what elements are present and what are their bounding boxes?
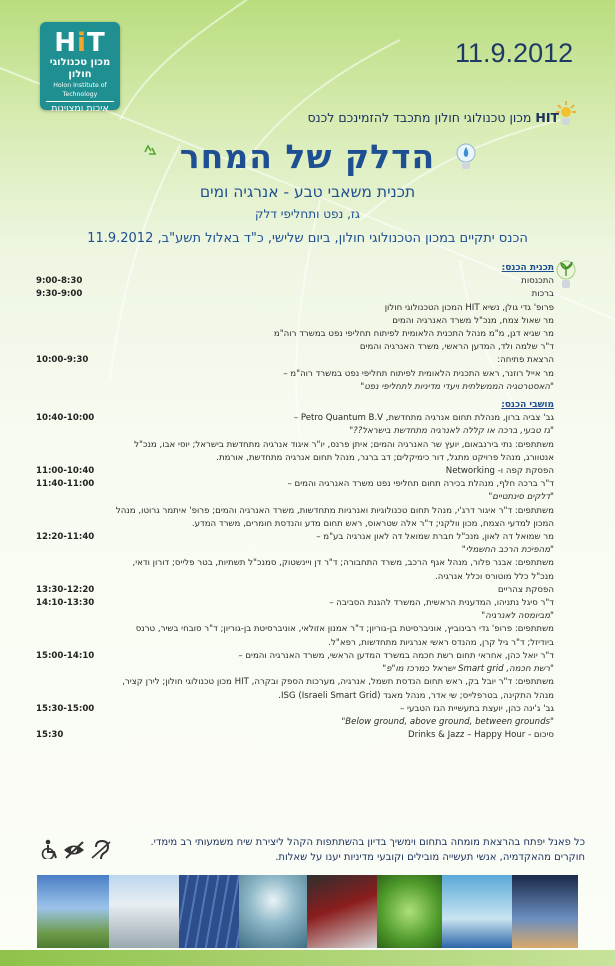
- photo-power-lines: [442, 875, 512, 948]
- schedule-line: פרופ' גדי גולן, נשיא HIT המכון הטכנולוגי חולון: [384, 302, 554, 313]
- schedule-content: [114, 597, 554, 650]
- schedule-time: 15:00-14:10: [36, 650, 95, 661]
- schedule-line: "גז טבעי, ברכה או קללה לאנרגיה מתחדשת בישראל??": [349, 426, 554, 437]
- bottom-stripe: [0, 950, 615, 966]
- event-subsubtitle: גז, נפט ותחליפי דלק: [255, 207, 360, 221]
- header: [0, 0, 615, 112]
- schedule-time: 9:00-8:30: [36, 276, 83, 287]
- event-subtitle: תכנית משאבי טבע - אנרגיה ומים: [199, 183, 416, 201]
- schedule-content: [114, 650, 554, 703]
- schedule-line: הרצאת פתיחה:: [497, 355, 554, 366]
- schedule-row: [36, 302, 554, 355]
- schedule-row: [36, 478, 554, 531]
- schedule-line: משתתפים: אבנר פלור, מנהל אגף הרכב, משרד התחבורה; ד"ר דן ויינשטוק, סמנכ"ל תשתיות, בטר פלייס; דורון ודאי, מנכ"ל כלל מוטורס וכלל אנרגיה.: [132, 558, 554, 582]
- schedule-row: [36, 354, 554, 394]
- schedule-time: 11:00-10:40: [36, 466, 95, 477]
- photo-plant: [377, 875, 442, 948]
- photo-water-hand: [239, 875, 307, 948]
- photo-strip: [37, 875, 578, 948]
- intro-text: מכון טכנולוגי חולון מתכבד להזמינכם לכנס: [307, 110, 536, 125]
- schedule-row: [36, 729, 554, 742]
- schedule-time: 13:30-12:20: [36, 584, 95, 595]
- schedule-line: מר שמואל דה לאון, מנכ"ל חברת שמואל דה לאון אנרגיה בע"מ –: [316, 532, 554, 543]
- plan-section-title: תכנית הכנס:: [501, 263, 554, 273]
- schedule-time: 15:30: [36, 730, 64, 741]
- schedule-row: [36, 597, 554, 650]
- lightbulb-plant-icon: [555, 258, 577, 294]
- schedule-row: [36, 412, 554, 465]
- schedule-row: [36, 275, 554, 288]
- schedule-row: [36, 584, 554, 597]
- event-title: הדלק של המחר: [179, 137, 436, 176]
- schedule-row: [36, 650, 554, 703]
- photo-solar-panels: [179, 875, 239, 948]
- schedule-line: "רשת חכמה, Smart grid ישראל כמרכז מו"פ": [382, 664, 554, 675]
- photo-radio-telescopes: [109, 875, 179, 948]
- schedule-line: הפסקת צהריים: [497, 584, 554, 595]
- schedule-content: [114, 478, 554, 531]
- event-venue: הכנס יתקיים במכון הטכנולוגי חולון, ביום שלישי, כ"ד באלול תשע"ב, 11.9.2012: [87, 231, 528, 246]
- schedule-time: 15:30-15:00: [36, 703, 95, 714]
- schedule-line: "האסטרטגיה הממשלתית ויעדי מדיניות לתחליפי נפט": [360, 381, 554, 392]
- intro-line: [308, 110, 559, 125]
- footer-note: [45, 835, 585, 865]
- schedule-line: "Below ground, above ground, between grounds": [341, 716, 554, 727]
- plan-rows: [36, 275, 554, 394]
- sessions-section-title: מושבי הכנס:: [501, 400, 554, 411]
- schedule-content: [114, 302, 554, 355]
- schedule-content: [114, 412, 554, 465]
- schedule-line: גב' צביה ברון, מנהלת תחום אנרגיה מתחדשת, Petro Quantum B.V –: [293, 413, 554, 424]
- schedule-line: סיכום - Drinks & Jazz – Happy Hour: [408, 730, 554, 741]
- schedule-time: 10:00-9:30: [36, 355, 89, 366]
- schedule-row: [36, 703, 554, 729]
- footer-line-1: כל פאנל יפתח בהרצאת מומחה בתחום וימשיך בדיון בהשתתפות הקהל ליצירת שיח משמעותי רב מימדי.: [150, 837, 585, 848]
- schedule-line: משתתפים: ד"ר יובל בק, ראש תחום הנדסת חשמל, אנרגיה, מערכות הספק ובקרה, HIT מכון טכנולוגי חולון; לירן קציר, מנהל התקינה, בטרפלייס; שי אדר, מנהל מאגד ISG (Israeli Smart Grid).: [122, 677, 554, 701]
- schedule-time: 10:40-10:00: [36, 413, 95, 424]
- event-date: 11.9.2012: [455, 38, 574, 68]
- footer-line-2: חוקרים מהאקדמיה, אנשי תעשייה מובילים וקובעי מדיניות יענו על שאלות.: [275, 852, 585, 863]
- photo-fuel-pump: [307, 875, 377, 948]
- schedule-line: משתתפים: פרופ' גדי רבינוביץ, אוניברסיטת בן-גוריון; ד"ר אמנון אזולאי, אוניברסיטת בן-גוריון; ד"ר סובחי בשיר, טרנס ביודיזל; ד"ר גיל קרן, מהנדס ראשי אנרגיות מתחדשות, רפא"ל.: [135, 624, 554, 648]
- schedule-time: 9:30-9:00: [36, 289, 83, 300]
- hit-logo[interactable]: [40, 22, 120, 114]
- schedule-line: הפסקת קפה ו- Networking: [445, 466, 554, 477]
- intro-brand: HIT: [535, 110, 559, 125]
- schedule-line: התכנסות: [521, 276, 554, 287]
- schedule-line: ד"ר ברכה חלף, מנהלת בכירה תחום תחליפי נפט משרד האנרגיה והמים –: [287, 479, 554, 490]
- logo-tagline: איכות ומצוינות: [46, 101, 114, 116]
- schedule-line: גב' ג'ינה כהן, יועצת בתעשיית הגז הטבעי –: [400, 703, 554, 714]
- schedule-line: משתתפים: ד"ר איגור דרג'י, מנהל תחום טכנולוגיות ואנרגיות מתחדשות, משרד האנרגיה והמים; פרופ' איתמר גרוטו, מנהל המכון למדעי הצמח, מכון וולקני; ד"ר אלה שטראוס, ראש תחום מדע והנדסת חומרים, משרד המדע.: [115, 505, 554, 529]
- photo-wind-turbines: [512, 875, 578, 948]
- schedule-line: "דלקים סינתטיים": [488, 492, 554, 503]
- schedule-time: 12:20-11:40: [36, 532, 95, 543]
- logo-name-en: Holon Institute of Technology: [53, 82, 107, 98]
- logo-name-he: מכון טכנולוגי חולון: [49, 57, 111, 80]
- schedule-row: [36, 465, 554, 478]
- schedule-line: ד"ר יואל כהן, אחראי תחום רשת חכמה במשרד המדען הראשי, משרד האנרגיה והמים –: [238, 650, 554, 661]
- schedule-time: [36, 302, 114, 355]
- schedule-line: מר שגיא דגן, מ"מ מנהל התכנית הלאומית לפיתוח תחליפי נפט במשרד רוה"מ: [273, 329, 554, 340]
- schedule-line: ד"ר שלמה ולד, המדען הראשי, משרד האנרגיה והמים: [359, 342, 554, 353]
- schedule-row: [36, 288, 554, 301]
- logo-brand: HiT: [54, 28, 106, 58]
- schedule-line: "מביומסה לאנרגיה": [481, 611, 554, 622]
- schedule-line: "מהפיכת הרכב החשמלי": [461, 545, 554, 556]
- schedule-content: [114, 584, 554, 597]
- schedule-content: [114, 354, 554, 394]
- schedule-content: [114, 729, 554, 742]
- schedule-content: [114, 703, 554, 729]
- schedule-line: ד"ר סיגל נתניהו, המדענית הראשית, המשרד להגנת הסביבה –: [329, 598, 554, 609]
- schedule-content: [114, 275, 554, 288]
- schedule-line: ברכות: [531, 289, 554, 300]
- schedule-content: [114, 288, 554, 301]
- schedule-content: [114, 465, 554, 478]
- photo-satellite-dishes: [37, 875, 109, 948]
- schedule-line: משתתפים: נתי בירנבאום, יועץ שר האנרגיה והמים; איתן פרנס, יו"ר איגוד אנרגיה מתחדשת בישראל; יוסי אבו, מנכ"ל אנטוורג, מנהל פרויקט מתגל, דור כימיקלים; דב ברגר, מנהל תחום אנרגיה מתחדשת, אורמת.: [134, 439, 554, 463]
- session-rows: [36, 412, 554, 742]
- schedule-line: מר שאול צמח, מנכ"ל משרד האנרגיה והמים: [392, 315, 554, 326]
- program: [36, 262, 554, 742]
- schedule-content: [114, 531, 554, 584]
- schedule-time: 14:10-13:30: [36, 598, 95, 609]
- schedule-line: מר אייל רוזנר, ראש התכנית הלאומית לפיתוח תחליפי נפט במשרד רוה"מ –: [283, 368, 554, 379]
- schedule-row: [36, 531, 554, 584]
- schedule-time: 11:40-11:00: [36, 479, 95, 490]
